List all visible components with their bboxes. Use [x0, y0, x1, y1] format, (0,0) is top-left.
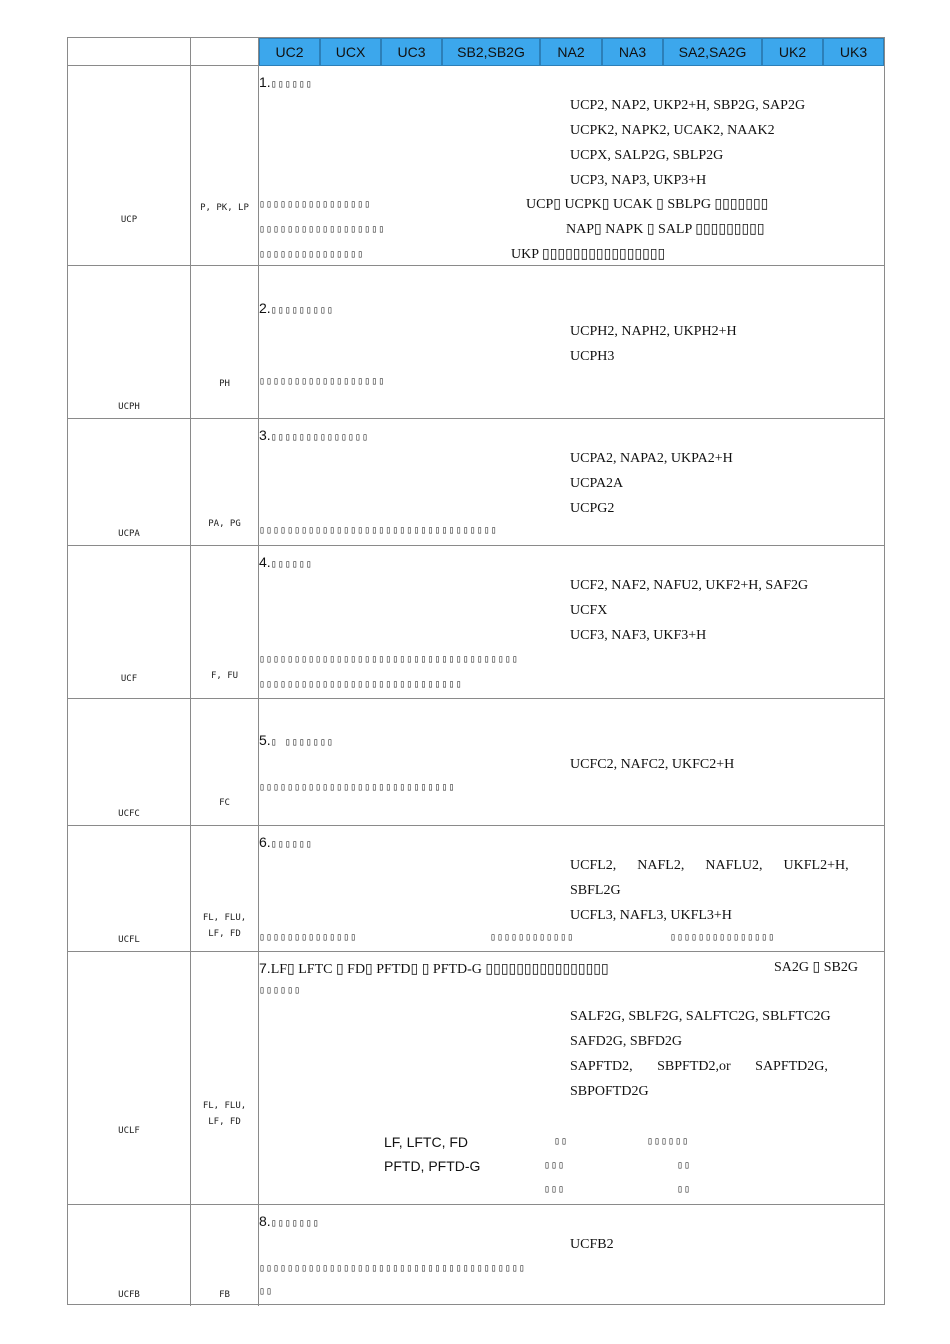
note-text: ▯▯▯▯▯▯▯▯▯▯▯▯▯▯▯▯▯▯▯▯▯▯▯▯▯▯▯▯▯▯▯▯▯▯: [259, 525, 498, 536]
model-line: UCF2, NAF2, NAFU2, UKF2+H, SAF2G: [570, 578, 809, 593]
housing-code-cell: [68, 1205, 191, 1306]
model-line: UCP2, NAP2, UKP2+H, SBP2G, SAP2G: [570, 98, 806, 113]
header-code: UC2: [259, 38, 320, 66]
description-cell: [259, 266, 884, 418]
housing-code: UCF: [120, 674, 138, 684]
model-line: UCPA2, NAPA2, UKPA2+H: [570, 451, 733, 466]
model-line: SAPFTD2, SBPFTD2,or SAPFTD2G,: [570, 1059, 828, 1074]
note-text: ▯▯▯▯▯▯▯▯▯▯▯▯▯▯▯▯: [259, 199, 372, 210]
housing-code: UCP: [120, 215, 138, 225]
note-text: ▯▯▯▯▯▯▯▯▯▯▯▯▯▯▯▯▯▯▯▯▯▯▯▯▯▯▯▯▯▯▯▯▯▯▯▯▯: [259, 654, 519, 665]
legend-key: LF, LFTC, FD: [384, 1134, 469, 1150]
model-line: UCPX, SALP2G, SBLP2G: [570, 148, 724, 163]
suffix-cell: [191, 699, 259, 825]
section-title: LF▯ LFTC ▯ FD▯ PFTD▯ ▯ PFTD-G ▯▯▯▯▯▯▯▯▯▯▯▯▯▯▯▯: [270, 962, 609, 977]
section-heading: [259, 554, 313, 573]
legend-value: ▯▯: [677, 1160, 692, 1171]
suffix-cell: [191, 952, 259, 1204]
section-number: 6.: [259, 834, 271, 850]
table-row: [68, 546, 884, 699]
description-cell: [259, 699, 884, 825]
model-line: SBPOFTD2G: [570, 1084, 649, 1099]
section-heading: [259, 834, 313, 853]
section-heading: [259, 300, 334, 319]
model-line: UCPH3: [570, 349, 615, 364]
housing-code-cell: [68, 699, 191, 825]
suffix-code: FL, FLU, LF, FD: [202, 1101, 247, 1127]
table-row: [68, 266, 884, 419]
suffix-cell: [191, 66, 259, 265]
suffix-code: FC: [219, 798, 230, 808]
note-text: ▯▯: [259, 1286, 274, 1297]
section-number: 1.: [259, 74, 271, 90]
suffix-cell: [191, 546, 259, 698]
table-row: [68, 66, 884, 266]
model-line: UCFX: [570, 603, 608, 618]
note-text: ▯▯▯▯▯▯▯▯▯▯▯▯▯▯▯▯▯▯: [259, 376, 386, 387]
model-line: UCPG2: [570, 501, 615, 516]
section-title-right: SA2G ▯ SB2G: [774, 960, 858, 975]
description-cell: [259, 826, 884, 951]
header-code: UK2: [762, 38, 823, 66]
description-cell: [259, 546, 884, 698]
note-text: ▯▯▯▯▯▯▯▯▯▯▯▯▯▯▯▯▯▯▯▯▯▯▯▯▯▯▯▯▯▯▯▯▯▯▯▯▯▯: [259, 1263, 526, 1274]
suffix-code: P, PK, LP: [200, 203, 249, 213]
section-number: 8.: [259, 1213, 271, 1229]
housing-code: UCPH: [118, 402, 140, 412]
header-code: UC3: [381, 38, 442, 66]
description-cell: [259, 419, 884, 545]
header-code: SA2,SA2G: [663, 38, 762, 66]
section-number: 7.: [259, 960, 271, 976]
section-title: ▯▯▯▯▯▯: [270, 839, 313, 850]
model-line: UCFB2: [570, 1237, 614, 1252]
header-row: [68, 38, 884, 66]
legend-value: ▯▯: [677, 1184, 692, 1195]
table-row: [68, 419, 884, 546]
section-title: ▯▯▯▯▯▯▯▯▯▯▯▯▯▯: [270, 432, 369, 443]
section-heading: [259, 74, 313, 93]
section-title: ▯▯▯▯▯▯: [270, 559, 313, 570]
section-title: ▯▯▯▯▯▯▯: [270, 1218, 320, 1229]
description-cell: [259, 1205, 884, 1306]
note-text: ▯▯▯▯▯▯▯▯▯▯▯▯▯▯: [259, 932, 358, 943]
note-text: ▯▯▯▯▯▯▯▯▯▯▯▯▯▯▯▯▯▯: [259, 224, 386, 235]
model-line: SALF2G, SBLF2G, SALFTC2G, SBLFTC2G: [570, 1009, 831, 1024]
header-blank-cell: [68, 38, 191, 65]
model-line: UCFC2, NAFC2, UKFC2+H: [570, 757, 735, 772]
bearing-table: [67, 37, 885, 1305]
section-heading: [259, 427, 369, 446]
note-text: ▯▯▯▯▯▯▯▯▯▯▯▯▯▯▯: [259, 249, 365, 260]
section-heading: [259, 732, 334, 751]
model-line: UCP3, NAP3, UKP3+H: [570, 173, 707, 188]
housing-code: UCFC: [118, 809, 140, 819]
model-line: UCPH2, NAPH2, UKPH2+H: [570, 324, 737, 339]
legend-mark: ▯▯▯: [544, 1160, 566, 1171]
model-line: UCF3, NAF3, UKF3+H: [570, 628, 707, 643]
section-number: 5.: [259, 732, 271, 748]
legend-mark: ▯▯: [554, 1136, 569, 1147]
note-text: ▯▯▯▯▯▯▯▯▯▯▯▯▯▯▯▯▯▯▯▯▯▯▯▯▯▯▯▯: [259, 782, 456, 793]
suffix-cell: [191, 266, 259, 418]
description-cell: [259, 66, 884, 265]
suffix-code: PA, PG: [208, 519, 241, 529]
header-code: UCX: [320, 38, 381, 66]
housing-code-cell: [68, 419, 191, 545]
suffix-code: FB: [219, 1290, 230, 1300]
housing-code-cell: [68, 826, 191, 951]
suffix-cell: [191, 1205, 259, 1306]
header-blank-cell-2: [191, 38, 259, 65]
table-row: [68, 952, 884, 1205]
note-text: UKP ▯▯▯▯▯▯▯▯▯▯▯▯▯▯▯▯: [511, 247, 666, 262]
legend-value: ▯▯▯▯▯▯: [647, 1136, 690, 1147]
suffix-cell: [191, 419, 259, 545]
legend-key: PFTD, PFTD-G: [384, 1158, 481, 1174]
housing-code-cell: [68, 266, 191, 418]
suffix-cell: [191, 826, 259, 951]
table-row: [68, 826, 884, 952]
model-line: UCPK2, NAPK2, UCAK2, NAAK2: [570, 123, 775, 138]
header-code: SB2,SB2G: [442, 38, 540, 66]
header-code: UK3: [823, 38, 884, 66]
model-line: UCPA2A: [570, 476, 624, 491]
model-line: SBFL2G: [570, 883, 621, 898]
section-title-cont: ▯▯▯▯▯▯: [259, 985, 302, 996]
housing-code-cell: [68, 952, 191, 1204]
table-row: [68, 1205, 884, 1306]
header-code: NA3: [602, 38, 663, 66]
housing-code: UCFB: [118, 1290, 140, 1300]
note-text: ▯▯▯▯▯▯▯▯▯▯▯▯: [490, 932, 575, 943]
note-text: NAP▯ NAPK ▯ SALP ▯▯▯▯▯▯▯▯▯: [566, 222, 765, 237]
description-cell: [259, 952, 884, 1204]
note-text: ▯▯▯▯▯▯▯▯▯▯▯▯▯▯▯: [670, 932, 776, 943]
section-title: ▯▯▯▯▯▯▯▯▯: [270, 305, 334, 316]
housing-code-cell: [68, 66, 191, 265]
header-code: NA2: [540, 38, 602, 66]
model-line: UCFL3, NAFL3, UKFL3+H: [570, 908, 732, 923]
section-title: ▯ ▯▯▯▯▯▯▯: [270, 737, 334, 748]
suffix-code: F, FU: [210, 671, 239, 681]
header-codes-cell: [259, 38, 884, 65]
housing-code: UCFL: [118, 935, 140, 945]
housing-code: UCPA: [118, 529, 140, 539]
section-number: 2.: [259, 300, 271, 316]
note-text: UCP▯ UCPK▯ UCAK ▯ SBLPG ▯▯▯▯▯▯▯: [526, 197, 769, 212]
note-text: ▯▯▯▯▯▯▯▯▯▯▯▯▯▯▯▯▯▯▯▯▯▯▯▯▯▯▯▯▯: [259, 679, 463, 690]
housing-code-cell: [68, 546, 191, 698]
model-line: SAFD2G, SBFD2G: [570, 1034, 683, 1049]
legend-mark: ▯▯▯: [544, 1184, 566, 1195]
suffix-code: PH: [219, 379, 230, 389]
suffix-code: FL, FLU, LF, FD: [202, 913, 247, 939]
table-row: [68, 699, 884, 826]
model-line: UCFL2, NAFL2, NAFLU2, UKFL2+H,: [570, 858, 849, 873]
housing-code: UCLF: [118, 1126, 140, 1136]
section-heading: [259, 1213, 320, 1232]
section-title: ▯▯▯▯▯▯: [270, 79, 313, 90]
section-heading: [259, 960, 609, 978]
section-number: 3.: [259, 427, 271, 443]
section-number: 4.: [259, 554, 271, 570]
